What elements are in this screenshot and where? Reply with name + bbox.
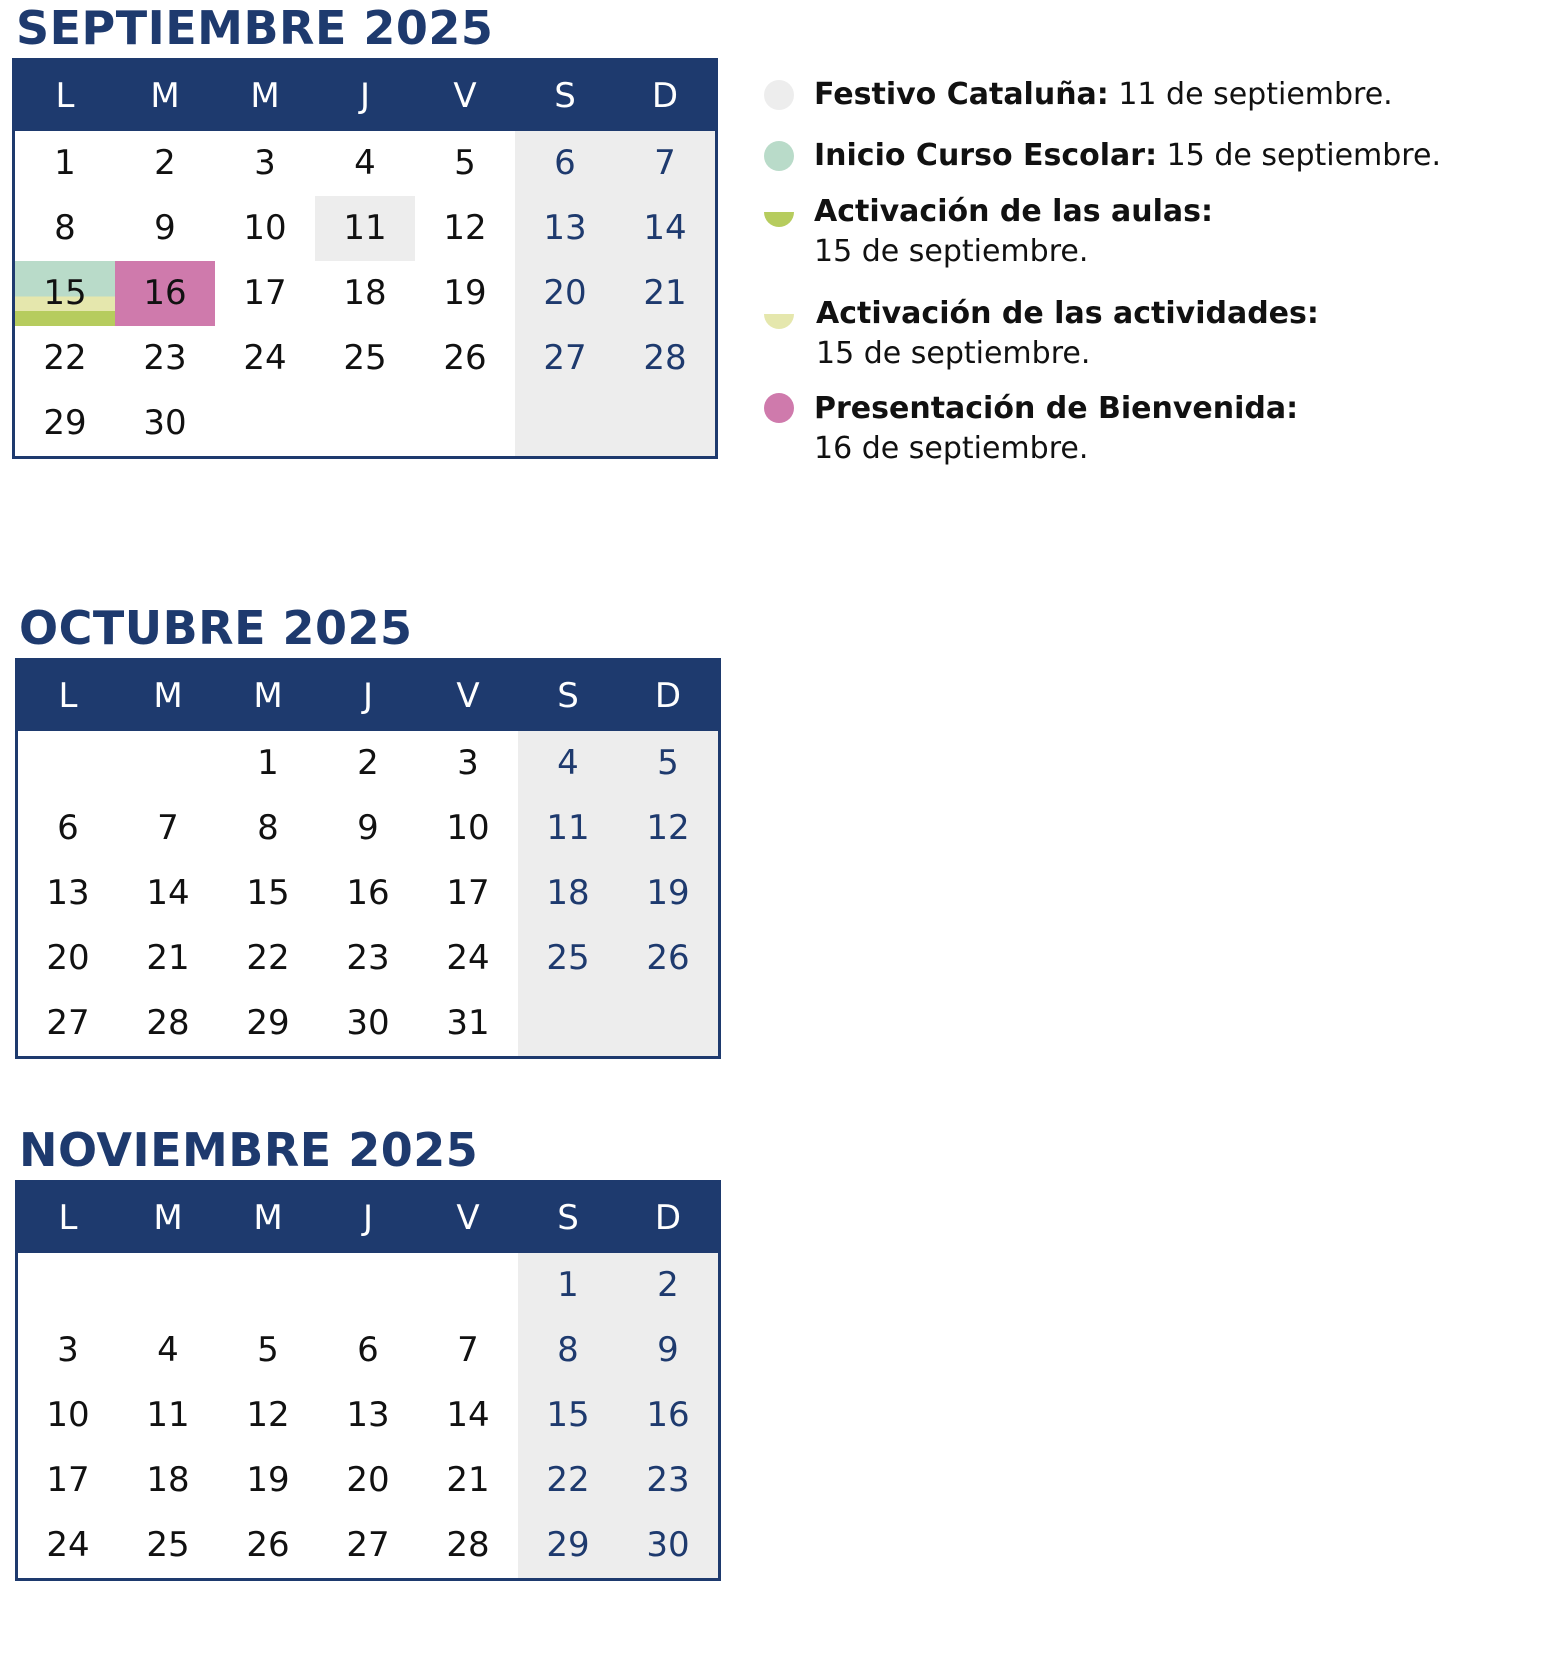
day-cell: 28 [446, 1525, 490, 1565]
weekday-label: S [557, 676, 579, 716]
weekday-label: M [150, 76, 180, 116]
day-grid [18, 1253, 718, 1578]
day-cell: 11 [546, 808, 590, 848]
day-cell: 29 [246, 1003, 290, 1043]
month-title: SEPTIEMBRE 2025 [16, 1, 494, 55]
weekday-label: M [153, 1198, 183, 1238]
day-cell: 16 [646, 1395, 690, 1435]
day-cell-empty [18, 731, 118, 796]
day-cell: 12 [246, 1395, 290, 1435]
day-cell-empty [18, 1253, 118, 1318]
day-cell: 4 [354, 143, 376, 183]
day-cell: 24 [243, 338, 287, 378]
calendar-table [15, 658, 721, 1059]
day-cell: 24 [446, 938, 490, 978]
month-title: OCTUBRE 2025 [19, 601, 413, 655]
day-cell: 11 [146, 1395, 190, 1435]
day-cell: 14 [146, 873, 190, 913]
day-cell: 21 [146, 938, 190, 978]
circle-icon [764, 141, 794, 171]
legend-date: 11 de septiembre. [1108, 77, 1393, 112]
day-cell-presentacion: 16 [115, 261, 215, 326]
day-cell: 28 [146, 1003, 190, 1043]
day-cell: 29 [546, 1525, 590, 1565]
day-cell: 15 [246, 873, 290, 913]
day-cell: 30 [346, 1003, 390, 1043]
day-cell-empty [318, 1253, 418, 1318]
day-cell: 19 [646, 873, 690, 913]
weekday-label: D [654, 676, 682, 716]
day-cell: 24 [46, 1525, 90, 1565]
day-cell-empty [418, 1253, 518, 1318]
day-cell: 1 [257, 743, 279, 783]
day-cell: 6 [57, 808, 79, 848]
day-cell: 5 [657, 743, 679, 783]
day-cell-empty [118, 731, 218, 796]
day-cell-empty [118, 1253, 218, 1318]
day-cell: 16 [346, 873, 390, 913]
weekday-label: D [654, 1198, 682, 1238]
day-cell: 23 [646, 1460, 690, 1500]
day-cell: 2 [357, 743, 379, 783]
legend-label: Festivo Cataluña: [814, 77, 1109, 112]
day-cell: 13 [346, 1395, 390, 1435]
day-cell: 4 [157, 1330, 179, 1370]
day-cell: 25 [146, 1525, 190, 1565]
day-cell: 10 [46, 1395, 90, 1435]
month-title: NOVIEMBRE 2025 [19, 1123, 479, 1177]
day-cell: 14 [643, 208, 687, 248]
day-cell: 15 [546, 1395, 590, 1435]
day-cell: 17 [446, 873, 490, 913]
day-cell: 7 [654, 143, 676, 183]
weekday-label: V [456, 676, 480, 716]
day-grid [18, 731, 718, 1056]
day-cell: 22 [546, 1460, 590, 1500]
day-cell: 9 [154, 208, 176, 248]
day-cell: 12 [443, 208, 487, 248]
day-cell: 20 [46, 938, 90, 978]
day-cell: 3 [457, 743, 479, 783]
day-cell: 23 [346, 938, 390, 978]
day-cell: 14 [446, 1395, 490, 1435]
day-cell: 22 [246, 938, 290, 978]
weekday-label: L [58, 1198, 78, 1238]
day-cell: 21 [643, 273, 687, 313]
weekday-label: S [557, 1198, 579, 1238]
legend-label: Presentación de Bienvenida: [814, 391, 1299, 426]
day-cell: 21 [446, 1460, 490, 1500]
day-cell: 2 [154, 143, 176, 183]
day-cell: 17 [243, 273, 287, 313]
day-cell: 31 [446, 1003, 490, 1043]
day-cell: 25 [546, 938, 590, 978]
day-cell: 18 [546, 873, 590, 913]
day-cell: 6 [554, 143, 576, 183]
day-cell-inicio-curso: 15 [15, 261, 115, 326]
half-circle-icon [764, 314, 794, 329]
day-cell: 27 [346, 1525, 390, 1565]
day-cell: 26 [246, 1525, 290, 1565]
legend-date: 15 de septiembre. [814, 234, 1089, 269]
legend-label: Activación de las actividades: [816, 296, 1319, 331]
day-cell: 22 [43, 338, 87, 378]
weekday-label: M [253, 1198, 283, 1238]
weekday-label: J [362, 676, 374, 716]
day-cell: 9 [657, 1330, 679, 1370]
day-cell: 8 [557, 1330, 579, 1370]
weekday-label: M [153, 676, 183, 716]
day-cell: 23 [143, 338, 187, 378]
calendar-table [12, 58, 718, 459]
day-cell: 20 [543, 273, 587, 313]
day-cell: 8 [54, 208, 76, 248]
day-cell: 26 [646, 938, 690, 978]
day-cell: 7 [157, 808, 179, 848]
weekday-label: L [55, 76, 75, 116]
day-grid [15, 131, 715, 456]
day-cell: 27 [46, 1003, 90, 1043]
day-cell: 30 [143, 403, 187, 443]
day-cell: 20 [346, 1460, 390, 1500]
day-cell: 5 [257, 1330, 279, 1370]
day-cell: 1 [557, 1265, 579, 1305]
circle-icon [764, 393, 794, 423]
legend-date: 16 de septiembre. [814, 431, 1089, 466]
legend-date: 15 de septiembre. [1157, 138, 1441, 173]
day-cell-empty [218, 1253, 318, 1318]
day-cell: 12 [646, 808, 690, 848]
weekday-label: J [362, 1198, 374, 1238]
day-cell: 10 [446, 808, 490, 848]
day-cell: 3 [254, 143, 276, 183]
weekday-label: D [651, 76, 679, 116]
day-cell: 7 [457, 1330, 479, 1370]
day-cell: 9 [357, 808, 379, 848]
weekday-label: J [359, 76, 371, 116]
day-cell: 19 [246, 1460, 290, 1500]
legend-date: 15 de septiembre. [816, 336, 1091, 371]
day-cell: 25 [343, 338, 387, 378]
day-cell: 27 [543, 338, 587, 378]
day-cell: 4 [557, 743, 579, 783]
day-cell: 13 [46, 873, 90, 913]
weekday-header [18, 1183, 718, 1253]
day-cell: 3 [57, 1330, 79, 1370]
day-cell: 18 [343, 273, 387, 313]
weekday-header [18, 661, 718, 731]
weekday-header [15, 61, 715, 131]
day-cell: 18 [146, 1460, 190, 1500]
weekday-label: V [456, 1198, 480, 1238]
half-circle-icon [764, 212, 794, 227]
legend-label: Activación de las aulas: [814, 194, 1213, 229]
day-cell: 2 [657, 1265, 679, 1305]
day-cell: 6 [357, 1330, 379, 1370]
day-cell: 30 [646, 1525, 690, 1565]
day-cell: 26 [443, 338, 487, 378]
weekday-label: L [58, 676, 78, 716]
day-cell: 29 [43, 403, 87, 443]
weekday-label: V [453, 76, 477, 116]
day-cell: 5 [454, 143, 476, 183]
circle-icon [764, 80, 794, 110]
day-cell: 1 [54, 143, 76, 183]
calendar-table [15, 1180, 721, 1581]
day-cell: 13 [543, 208, 587, 248]
day-cell: 28 [643, 338, 687, 378]
weekday-label: M [253, 676, 283, 716]
day-cell: 8 [257, 808, 279, 848]
day-cell: 19 [443, 273, 487, 313]
legend-label: Inicio Curso Escolar: [814, 138, 1158, 173]
day-cell: 10 [243, 208, 287, 248]
weekday-label: S [554, 76, 576, 116]
day-cell: 17 [46, 1460, 90, 1500]
weekday-label: M [250, 76, 280, 116]
day-cell-festivo: 11 [315, 196, 415, 261]
